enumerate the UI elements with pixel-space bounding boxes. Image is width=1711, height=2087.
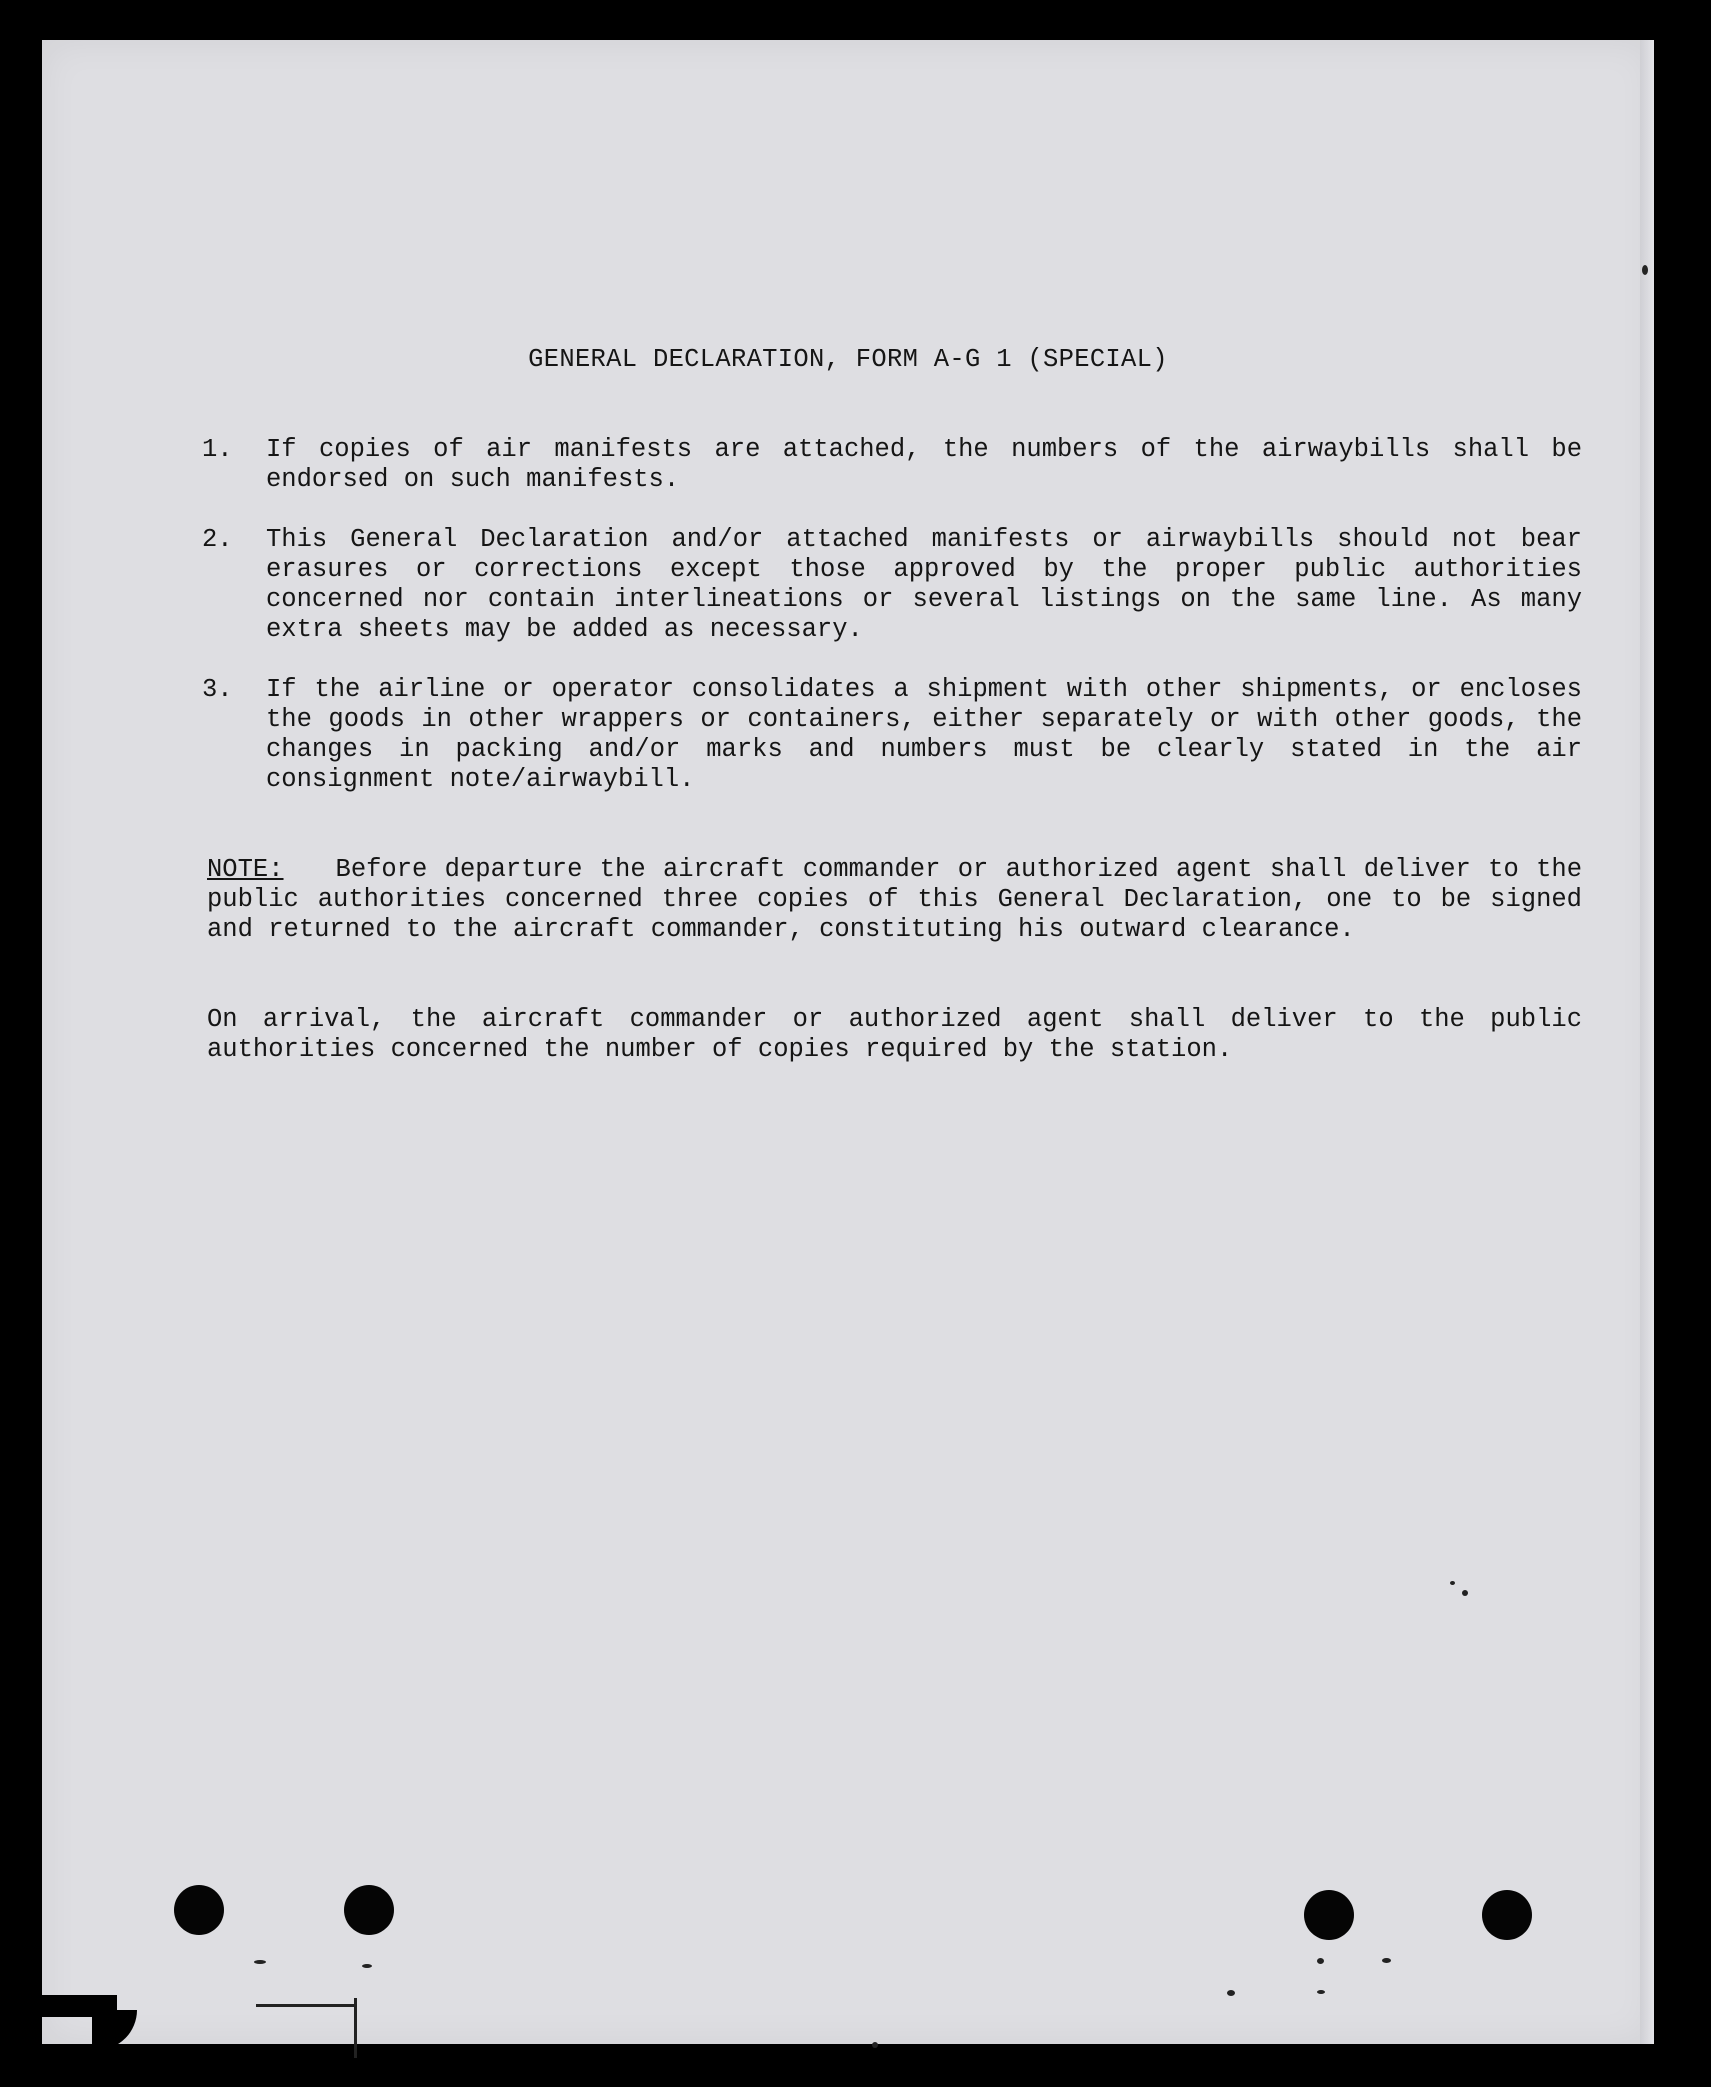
speck [362, 1964, 372, 1968]
speck [1227, 1990, 1235, 1996]
speck [1317, 1990, 1325, 1994]
page-edge [1640, 40, 1654, 2044]
speck [1317, 1958, 1324, 1964]
item-text: This General Declaration and/or attached manifests or airwaybills should not bear erasures or corrections except those approved by the proper public authorities concerned nor contain interlineations or several listings on the same line. As many extra sheets may be added as necessary. [266, 525, 1582, 644]
torn-edge [92, 2010, 137, 2050]
speck [1462, 1590, 1468, 1596]
punch-hole-4 [1482, 1890, 1532, 1940]
speck [1450, 1581, 1455, 1585]
speck [1382, 1958, 1391, 1963]
list-item-3 [202, 675, 1582, 795]
punch-hole-1 [174, 1885, 224, 1935]
arrival-paragraph [207, 1005, 1582, 1065]
item-number: 1. [202, 435, 233, 464]
speck [254, 1960, 266, 1964]
note-label: NOTE: [207, 855, 284, 884]
scan-line [354, 1998, 357, 2058]
scan-line [256, 2004, 356, 2007]
list-item-2 [202, 525, 1582, 645]
item-text: If the airline or operator consolidates a shipment with other shipments, or encloses the goods in other wrappers or containers, either separately or with other goods, the changes in packing and/or marks and numbers must be clearly stated in the air consignment note/airwaybill. [266, 675, 1582, 794]
document-title: GENERAL DECLARATION, FORM A-G 1 (SPECIAL) [528, 345, 1168, 374]
note-text: Before departure the aircraft commander or authorized agent shall deliver to the public authorities concerned three copies of this General Declaration, one to be signed and returned to the aircraft commander, constituting his outward clearance. [207, 855, 1582, 944]
item-text: If copies of air manifests are attached, the numbers of the airwaybills shall be endorsed on such manifests. [266, 435, 1582, 494]
document-page [42, 40, 1654, 2044]
item-number: 2. [202, 525, 233, 554]
note-paragraph [207, 855, 1582, 945]
speck [872, 2042, 878, 2048]
item-number: 3. [202, 675, 233, 704]
punch-hole-3 [1304, 1890, 1354, 1940]
speck [1642, 265, 1648, 275]
list-item-1 [202, 435, 1582, 495]
arrival-text: On arrival, the aircraft commander or authorized agent shall deliver to the public authorities concerned the number of copies required by the station. [207, 1005, 1582, 1064]
punch-hole-2 [344, 1885, 394, 1935]
